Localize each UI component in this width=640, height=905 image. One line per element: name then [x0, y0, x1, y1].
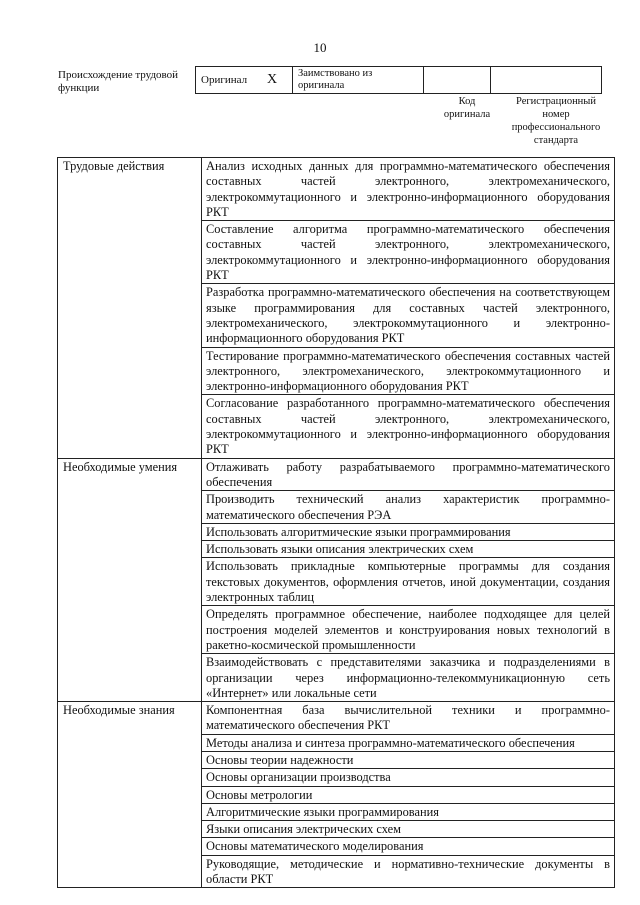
original-mark: X: [262, 67, 293, 94]
reg-caption: Регистрационный номер профессионального стандарта: [511, 96, 601, 146]
section-item: Анализ исходных данных для программно-математического обеспечения составных частей электронного, электромеханического, электрокоммутационного и электронно-информационного оборудования РКТ: [202, 158, 615, 221]
section-item: Основы математического моделирования: [202, 838, 615, 855]
section-title: Необходимые умения: [58, 458, 202, 701]
section-item: Использовать прикладные компьютерные программы для создания текстовых документов, оформления отчетов, иной документации, создания электронных таблиц: [202, 558, 615, 606]
page-number: 10: [313, 40, 327, 55]
section-item: Языки описания электрических схем: [202, 821, 615, 838]
section-item: Согласование разработанного программно-математического обеспечения составных частей электронного, электромеханического, электрокоммутационного и электронно-информационного оборудования РКТ: [202, 395, 615, 458]
original-cell: Оригинал: [196, 67, 263, 94]
section-item: Производить технический анализ характеристик программно-математического обеспечения РЭА: [202, 491, 615, 524]
section-item: Составление алгоритма программно-математического обеспечения составных частей электронного, электромеханического, электрокоммутационного и электронно-информационного оборудования РКТ: [202, 221, 615, 284]
section-item: Руководящие, методические и нормативно-технические документы в области РКТ: [202, 855, 615, 888]
code-caption: Код оригинала: [443, 96, 491, 120]
section-item: Взаимодействовать с представителями заказчика и подразделениями в организации через информационно-телекоммуникационную сеть «Интернет» или локальные сети: [202, 654, 615, 702]
code-cell: [424, 67, 491, 94]
section-item: Использовать алгоритмические языки программирования: [202, 523, 615, 540]
section-item: Разработка программно-математического обеспечения на соответствующем языке программирования для составных частей электронного, электромеханического, электрокоммутационного и электронно-информационного оборудования РКТ: [202, 284, 615, 347]
origin-table: [195, 66, 602, 94]
section-item: Основы метрологии: [202, 786, 615, 803]
section-item: Алгоритмические языки программирования: [202, 803, 615, 820]
section-item: Отлаживать работу разрабатываемого программно-математического обеспечения: [202, 458, 615, 491]
table-row: [58, 702, 615, 735]
section-title: Необходимые знания: [58, 702, 202, 888]
section-item: Определять программное обеспечение, наиболее подходящее для целей построения моделей элементов и конструирования новых технологий в ракетно-космической промышленности: [202, 606, 615, 654]
table-row: [58, 458, 615, 491]
section-item: Тестирование программно-математического обеспечения составных частей электронного, электромеханического, электрокоммутационного и электронно-информационного оборудования РКТ: [202, 347, 615, 395]
section-title: Трудовые действия: [58, 158, 202, 459]
section-item: Компонентная база вычислительной техники и программно-математического обеспечения РКТ: [202, 702, 615, 735]
reg-number-cell: [491, 67, 602, 94]
section-item: Методы анализа и синтеза программно-математического обеспечения: [202, 734, 615, 751]
section-item: Основы организации производства: [202, 769, 615, 786]
section-item: Основы теории надежности: [202, 751, 615, 768]
borrowed-cell: Заимствовано из оригинала: [293, 67, 424, 94]
function-table: [57, 157, 615, 888]
table-row: [58, 158, 615, 221]
section-item: Использовать языки описания электрических схем: [202, 541, 615, 558]
origin-label: Происхождение трудовой функции: [58, 69, 179, 94]
